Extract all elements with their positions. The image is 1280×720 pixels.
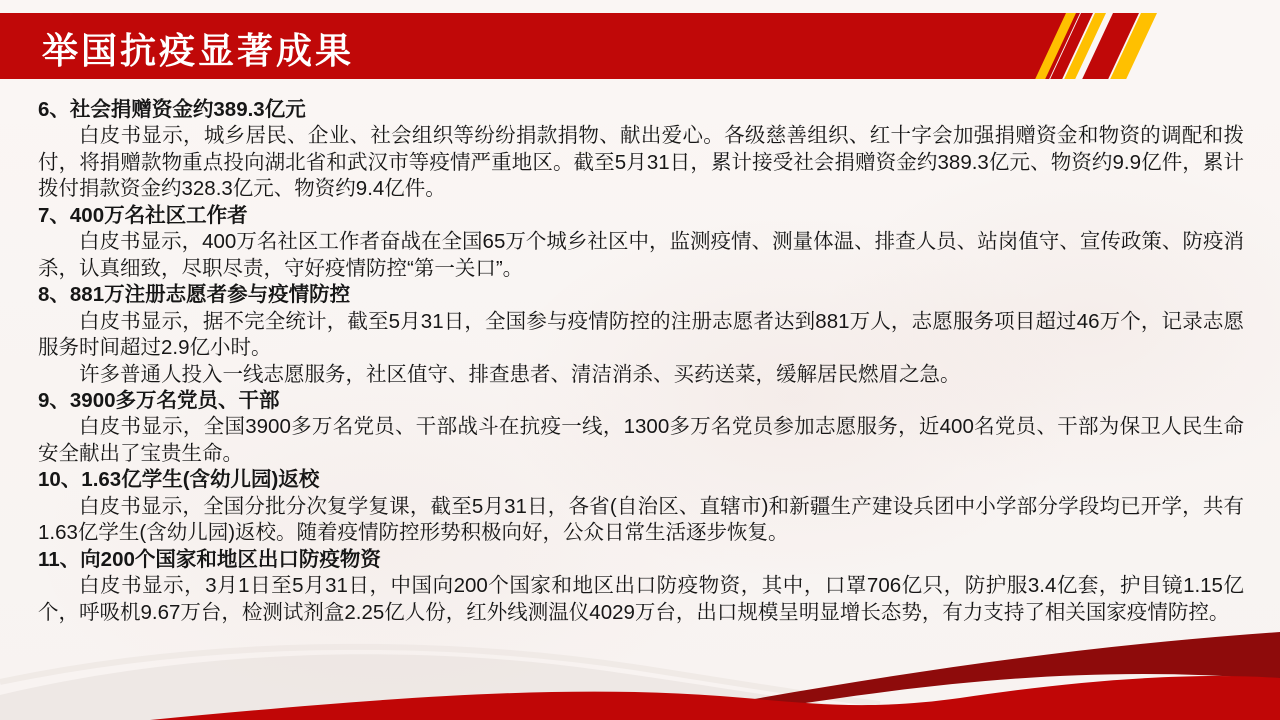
section-8-paragraph-1: 白皮书显示，据不完全统计，截至5月31日，全国参与疫情防控的注册志愿者达到881万人，志愿服务项目超过46万个，记录志愿服务时间超过2.9亿小时。 bbox=[38, 309, 1244, 360]
section-8-title: 8、881万注册志愿者参与疫情防控 bbox=[38, 283, 351, 307]
slide-body-text bbox=[38, 97, 1244, 626]
section-6-title: 6、社会捐赠资金约389.3亿元 bbox=[38, 98, 306, 121]
section-11-title: 11、向200个国家和地区出口防疫物资 bbox=[38, 547, 381, 571]
section-7-paragraph: 白皮书显示，400万名社区工作者奋战在全国65万个城乡社区中，监测疫情、测量体温、排查人员、站岗值守、宣传政策、防疫消杀，认真细致，尽职尽责，守好疫情防控“第一关口”。 bbox=[38, 230, 1244, 280]
section-7-title: 7、400万名社区工作者 bbox=[38, 203, 248, 227]
section-11-paragraph: 白皮书显示，3月1日至5月31日，中国向200个国家和地区出口防疫物资，其中，口罩706亿只，防护服3.4亿套，护目镜1.15亿个，呼吸机9.67万台，检测试剂盒2.25亿人份，红外线测温仪4029万台，出口规模呈明显增长态势，有力支持了相关国家疫情防控。 bbox=[38, 574, 1244, 624]
section-10-paragraph: 白皮书显示，全国分批分次复学复课，截至5月31日，各省(自治区、直辖市)和新疆生产建设兵团中小学部分学段均已开学，共有1.63亿学生(含幼儿园)返校。随着疫情防控形势积极向好，公众日常生活逐步恢复。 bbox=[38, 494, 1244, 545]
header-band bbox=[0, 13, 1280, 79]
section-9-title: 9、3900多万名党员、干部 bbox=[38, 388, 280, 412]
section-9-paragraph: 白皮书显示，全国3900多万名党员、干部战斗在抗疫一线，1300多万名党员参加志愿服务，近400名党员、干部为保卫人民生命安全献出了宝贵生命。 bbox=[38, 415, 1244, 465]
section-8-paragraph-2: 许多普通人投入一线志愿服务，社区值守、排查患者、清洁消杀、买药送菜，缓解居民燃眉之急。 bbox=[79, 362, 961, 386]
section-10-title: 10、1.63亿学生(含幼儿园)返校 bbox=[38, 468, 320, 492]
slide-title: 举国抗疫显著成果 bbox=[42, 30, 355, 71]
bottom-wave-decoration bbox=[0, 590, 1280, 720]
section-6-paragraph: 白皮书显示，城乡居民、企业、社会组织等纷纷捐款捐物、献出爱心。各级慈善组织、红十字会加强捐赠资金和物资的调配和拨付，将捐赠款物重点投向湖北省和武汉市等疫情严重地区。截至5月31日，累计接受社会捐赠资金约389.3亿元、物资约9.9亿件，累计拨付捐款资金约328.3亿元、物资约9.4亿件。 bbox=[38, 124, 1244, 201]
